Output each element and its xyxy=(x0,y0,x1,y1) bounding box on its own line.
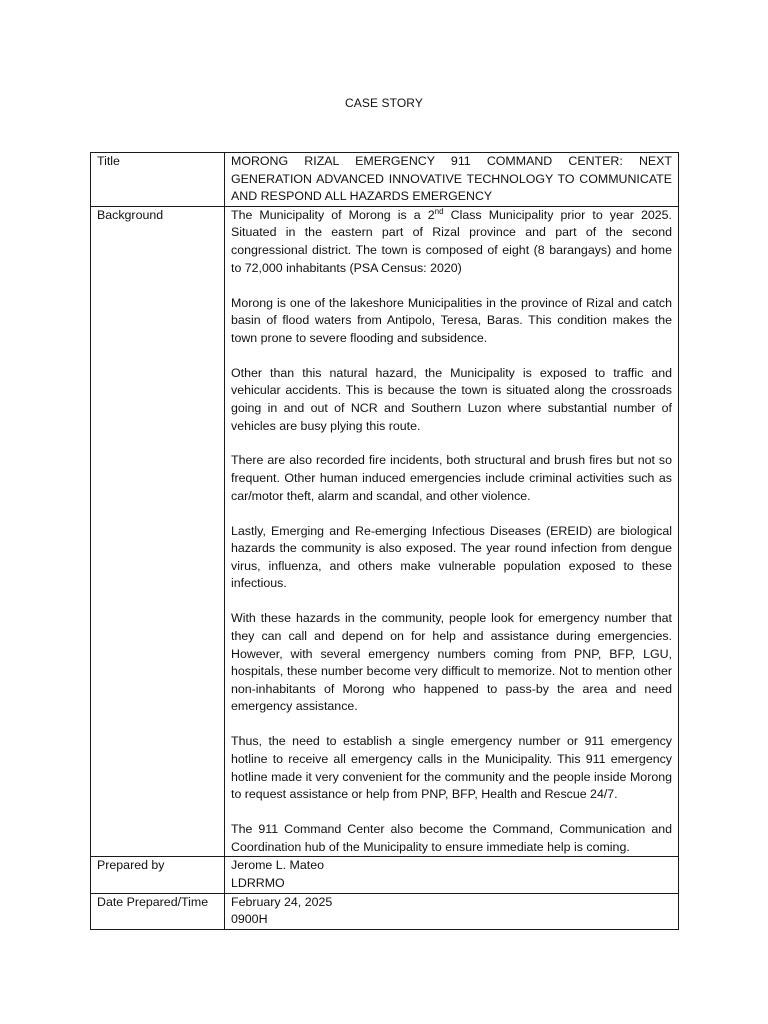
prepared-by-row xyxy=(91,857,679,893)
background-paragraph-6: With these hazards in the community, people look for emergency number that they can call and depend on for help and assistance during emergencies. However, with several emergency numbers coming from PNP, BFP, LGU, hospitals, these number become very difficult to memorize. Not to mention other non-inhabitants of Morong who happened to pass-by the area and need emergency assistance. xyxy=(231,611,672,714)
prepared-date: February 24, 2025 xyxy=(231,894,333,909)
background-value xyxy=(225,206,679,857)
prepared-by-value xyxy=(225,857,679,893)
paragraph-1-start: The Municipality of Morong is a 2 xyxy=(231,207,435,222)
document-heading: CASE STORY xyxy=(345,96,423,110)
prepared-time: 0900H xyxy=(231,912,268,927)
paragraph-1-rest: Class Municipality prior to year 2025. Situated in the eastern part of Rizal province and part of the second congressional district. The town is composed of eight (8 barangays) and home to 72,000 inhabitants (PSA Census: 2020) xyxy=(231,207,672,275)
title-label: Title xyxy=(91,153,225,207)
case-story-table xyxy=(90,152,679,930)
date-prepared-row xyxy=(91,893,679,929)
ordinal-superscript: nd xyxy=(434,206,444,216)
background-paragraph-4: There are also recorded fire incidents, both structural and brush fires but not so frequent. Other human induced emergencies include criminal activities such as car/motor theft, alarm and scandal, and other violence. xyxy=(231,453,672,503)
background-label: Background xyxy=(91,206,225,857)
background-paragraph-5: Lastly, Emerging and Re-emerging Infectious Diseases (EREID) are biological hazards the community is also exposed. The year round infection from dengue virus, influenza, and others make vulnerable population exposed to these infectious. xyxy=(231,523,672,591)
title-value: MORONG RIZAL EMERGENCY 911 COMMAND CENTER: NEXT GENERATION ADVANCED INNOVATIVE TECHNOLOGY TO COMMUNICATE AND RESPOND ALL HAZARDS EMERGENCY xyxy=(225,153,679,207)
preparer-name: Jerome L. Mateo xyxy=(231,858,324,873)
prepared-by-label: Prepared by xyxy=(91,857,225,893)
background-row xyxy=(91,206,679,857)
date-prepared-label: Date Prepared/Time xyxy=(91,893,225,929)
date-prepared-value xyxy=(225,893,679,929)
background-paragraph-2: Morong is one of the lakeshore Municipalities in the province of Rizal and catch basin of flood waters from Antipolo, Teresa, Baras. This condition makes the town prone to severe flooding and subsidence. xyxy=(231,295,672,345)
title-row xyxy=(91,153,679,207)
background-paragraph-1 xyxy=(231,207,672,277)
background-paragraph-7: Thus, the need to establish a single emergency number or 911 emergency hotline to receive all emergency calls in the Municipality. This 911 emergency hotline made it very convenient for the community and the people inside Morong to request assistance or help from PNP, BFP, Health and Rescue 24/7. xyxy=(231,734,672,802)
preparer-office: LDRRMO xyxy=(231,875,285,890)
background-paragraph-8: The 911 Command Center also become the Command, Communication and Coordination hub of the Municipality to ensure immediate help is coming. xyxy=(231,822,672,854)
background-paragraph-3: Other than this natural hazard, the Municipality is exposed to traffic and vehicular accidents. This is because the town is situated along the crossroads going in and out of NCR and Southern Luzon where substantial number of vehicles are busy plying this route. xyxy=(231,365,672,433)
